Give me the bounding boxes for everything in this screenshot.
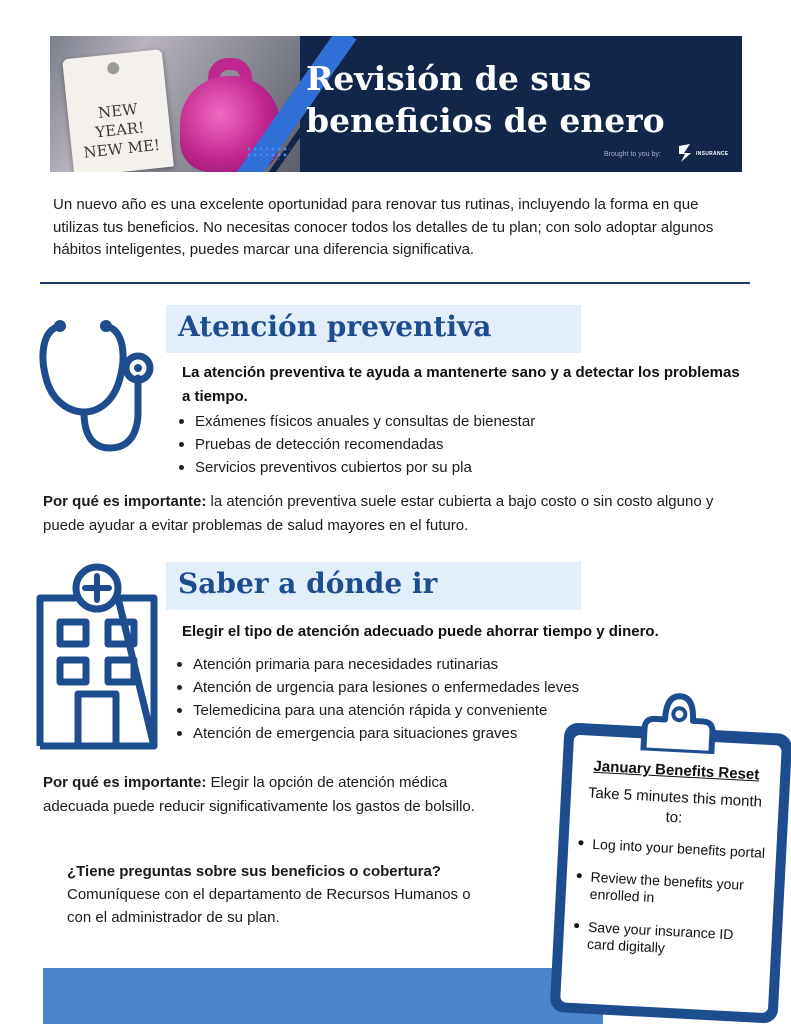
- banner-dots: [246, 146, 290, 160]
- list-item: Atención de urgencia para lesiones o enfermedades leves: [173, 676, 643, 699]
- questions-label: ¿Tiene preguntas sobre sus beneficios o cobertura?: [67, 863, 441, 880]
- list-item: Atención primaria para necesidades rutinarias: [173, 653, 643, 676]
- insurance-logo-icon: [676, 142, 696, 164]
- list-item: Review the benefits your enrolled in: [573, 868, 765, 912]
- intro-paragraph: Un nuevo año es una excelente oportunidad para renovar tus rutinas, incluyendo la forma en que utilizas tus beneficios. No necesitas conocer todos los detalles de tu plan; con solo adoptar algunos hábitos inteligentes, puedes marcar una diferencia significativa.: [53, 196, 714, 258]
- hospital-icon: [36, 562, 158, 750]
- where-heading: Saber a dónde ir: [178, 567, 438, 600]
- where-lead: Elegir el tipo de atención adecuado puede ahorrar tiempo y dinero.: [182, 623, 659, 640]
- list-item: Servicios preventivos cubiertos por su pla: [175, 456, 735, 479]
- list-item: Atención de emergencia para situaciones graves: [173, 722, 643, 745]
- questions-block: [67, 860, 487, 929]
- brought-by-label: Brought to you by:: [604, 151, 661, 158]
- stethoscope-icon: [36, 316, 158, 456]
- section-divider: [40, 282, 750, 284]
- list-item: Save your insurance ID card digitally: [571, 918, 763, 962]
- why-label: Por qué es importante:: [43, 774, 207, 791]
- questions-text: Comuníquese con el departamento de Recursos Humanos o con el administrador de su plan.: [67, 886, 471, 926]
- why-text: Elegir la opción de atención médica adecuada puede reducir significativamente los gastos de bolsillo.: [43, 774, 475, 815]
- preventive-lead: La atención preventiva te ayuda a mantenerte sano y a detectar los problemas a tiempo.: [182, 364, 740, 405]
- preventive-why: [43, 490, 733, 538]
- preventive-list: [175, 410, 735, 479]
- preventive-heading: Atención preventiva: [178, 310, 492, 343]
- benefits-reset-clipboard: [550, 684, 791, 1023]
- clipboard-title: January Benefits Reset: [593, 757, 760, 784]
- preventive-heading-box: [166, 305, 581, 353]
- logo-text: INSURANCE: [696, 151, 729, 157]
- tag-text: NEW YEAR! NEW ME!: [82, 99, 161, 162]
- why-text: la atención preventiva suele estar cubierta a bajo costo o sin costo alguno y puede ayudar a evitar problemas de salud mayores en el futuro.: [43, 493, 714, 534]
- clipboard-clip-icon: [635, 688, 722, 754]
- where-why: [43, 771, 513, 819]
- header-banner: [50, 36, 742, 172]
- footer-bar: [43, 968, 603, 1024]
- clipboard-list: [570, 835, 767, 978]
- clipboard-subtitle: Take 5 minutes this month to:: [587, 784, 763, 827]
- new-year-tag: [62, 49, 174, 172]
- list-item: Telemedicina para una atención rápida y conveniente: [173, 699, 643, 722]
- list-item: Exámenes físicos anuales y consultas de bienestar: [175, 410, 735, 433]
- list-item: Pruebas de detección recomendadas: [175, 433, 735, 456]
- where-heading-box: [166, 562, 581, 610]
- page-title: Revisión de sus beneficios de enero: [306, 59, 665, 140]
- why-label: Por qué es importante:: [43, 493, 207, 510]
- list-item: Log into your benefits portal: [576, 835, 767, 862]
